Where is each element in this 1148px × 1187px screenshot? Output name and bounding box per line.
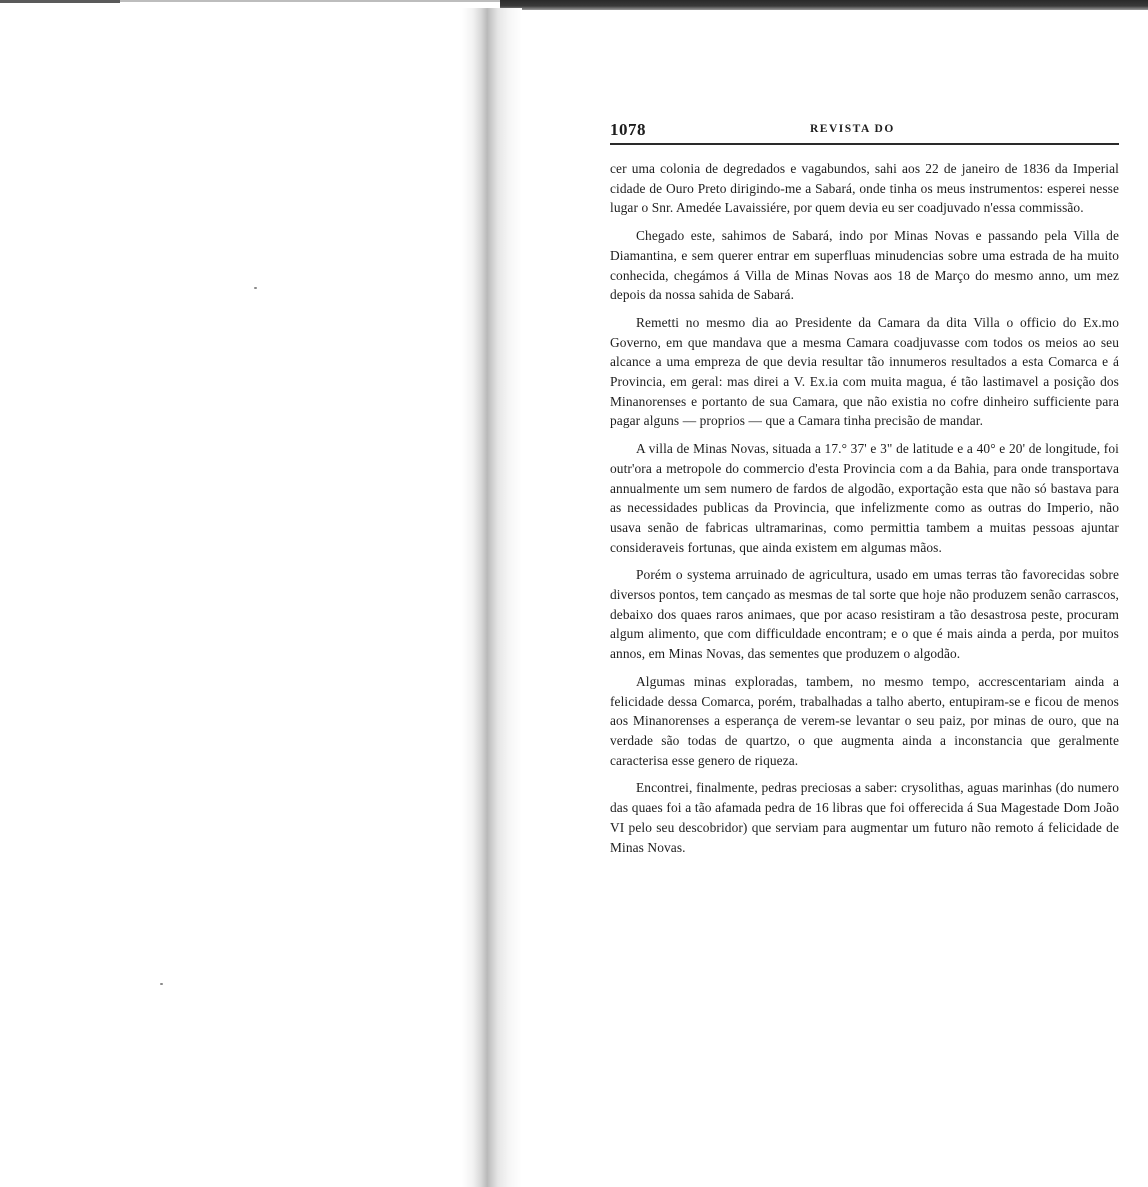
page-edge-shadow-right (500, 0, 1148, 10)
page-edge-shadow-mid (120, 0, 500, 2)
page-number: 1078 (610, 120, 646, 139)
body-text (610, 159, 1119, 857)
running-title: REVISTA DO (810, 123, 895, 135)
paragraph: Remetti no mesmo dia ao Presidente da Camara da dita Villa o officio do Ex.mo Governo, em que mandava que a mesma Camara coadjuvasse com todos os meios ao seu alcance a uma empreza de que devia resultar tão innumeros resultados a esta Comarca e á Provincia, em geral: mas direi a V. Ex.ia com muita magua, é tão lastimavel a posição dos Minanorenses e portanto de sua Camara, que não existia no cofre dinheiro sufficiente para pagar alguns — proprios — que a Camara tinha precisão de mandar. (610, 314, 1119, 429)
paragraph: Porém o systema arruinado de agricultura, usado em umas terras tão favorecidas sobre diversos pontos, tem cançado as mesmas de tal sorte que hoje não produzem senão carrascos, debaixo dos quaes raros animaes, que por acaso resistiram a tão desastrosa peste, procuram algum alimento, que com difficuldade encontram; e o que é mais ainda a perda, por muitos annos, em Minas Novas, das sementes que produzem o algodão. (610, 567, 1119, 662)
running-head (610, 112, 1119, 142)
paper-speck (254, 287, 257, 289)
paragraph: cer uma colonia de degredados e vagabundos, sahi aos 22 de janeiro de 1836 da Imperial cidade de Ouro Preto dirigindo-me a Sabará, onde tinha os meus instrumentos: esperei nesse lugar o Snr. Amedée Lavaissiére, por quem devia eu ser coadjuvado n'essa commissão. (610, 161, 1119, 216)
page-edge-shadow-left (0, 0, 120, 3)
header-rule (610, 143, 1119, 145)
paragraph: A villa de Minas Novas, situada a 17.° 37' e 3" de latitude e a 40° e 20' de longitude, foi outr'ora a metropole do commercio d'esta Provincia com a da Bahia, para onde transportava annualmente um sem numero de fardos de algodão, exportação esta que não só bastava para as necessidades publicas da Provincia, que infelizmente como as outras do Imperio, não usava senão de fabricas ultramarinas, como permittia tambem a muitas pessoas ajuntar consideraveis fortunas, que ainda existem em algumas mãos. (610, 441, 1119, 555)
paper-speck (160, 983, 163, 985)
paragraph: Encontrei, finalmente, pedras preciosas a saber: crysolithas, aguas marinhas (do numero das quaes foi a tão afamada pedra de 16 libras que foi offerecida á Sua Magestade Dom João VI pelo seu descobridor) que serviam para augmentar um futuro não remoto á felicidade de Minas Novas. (610, 780, 1119, 855)
paragraph: Algumas minas exploradas, tambem, no mesmo tempo, accrescentariam ainda a felicidade dessa Comarca, porém, trabalhadas a talho aberto, entupiram-se e ficou de menos aos Minanorenses a esperança de verem-se levantar o seu paiz, por minas de ouro, que na verdade são todas de quartzo, o que augmenta ainda a inconstancia que geralmente caracterisa esse genero de riqueza. (610, 673, 1119, 768)
paragraph: Chegado este, sahimos de Sabará, indo por Minas Novas e passando pela Villa de Diamantina, e sem querer entrar em superfluas minudencias sobre uma estrada de ha muito conhecida, chegámos á Villa de Minas Novas aos 18 de Março do mesmo anno, um mez depois da nossa sahida de Sabará. (610, 228, 1119, 303)
book-page (610, 112, 1119, 865)
book-gutter-shadow (462, 8, 522, 1187)
